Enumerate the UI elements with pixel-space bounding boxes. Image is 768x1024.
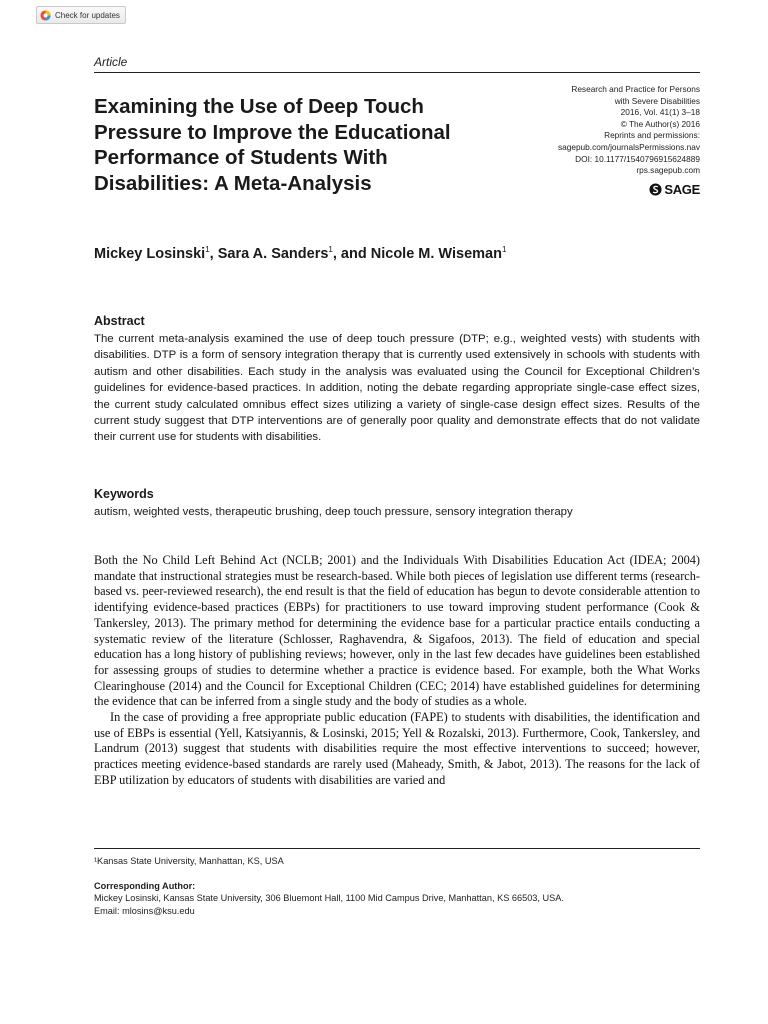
- journal-info-line: Reprints and permissions:: [604, 130, 700, 141]
- author-affiliation-mark: 1: [328, 245, 333, 254]
- body-paragraph: Both the No Child Left Behind Act (NCLB; 2001) and the Individuals With Disabilities Education Act (IDEA; 2004) mandate that instructional strategies must be research-based. While both pieces of legislation use different terms (research-based vs. peer-reviewed research), the end result is that the field of education has begun to devote considerable attention to identifying evidence-based practices (EBPs) for practitioners to use toward improving student performance (Cook & Tankersley, 2013). The primary method for determining the evidence base for a particular practice entails conducting a systematic review of the literature (Schlosser, Raghavendra, & Sigafoos, 2013). The field of education and special education has a long history of publishing reviews; however, only in the last few decades have guidelines been established for assessing groups of studies to determine whether a practice is evidence based. For example, both the What Works Clearinghouse (2014) and the Council for Exceptional Children (CEC; 2014) have established guidelines for determining the evidence that can be inferred from a single study and the body of studies as a whole.: [94, 553, 700, 709]
- journal-info-line: with Severe Disabilities: [614, 95, 700, 106]
- corresponding-author-block: [94, 880, 564, 917]
- author-separator: ,: [209, 245, 218, 262]
- sage-logo-icon: [649, 183, 662, 196]
- author-affiliation-mark: 1: [501, 245, 507, 254]
- affiliation-footnote: ¹Kansas State University, Manhattan, KS, USA: [94, 856, 284, 866]
- author-name: Nicole M. Wiseman: [370, 245, 502, 262]
- corresponding-author-email[interactable]: Email: mlosins@ksu.edu: [94, 905, 195, 916]
- corresponding-author-heading: Corresponding Author:: [94, 881, 196, 891]
- body-text: [94, 553, 700, 789]
- header-rule: [94, 72, 700, 73]
- paper-title: Examining the Use of Deep Touch Pressure to Improve the Educational Performance of Students With Disabilities: A Meta-Analysis: [94, 95, 451, 195]
- check-for-updates-label: Check for updates: [55, 10, 120, 20]
- author-list: [94, 245, 506, 262]
- footnote-rule: [94, 848, 700, 849]
- journal-info-line: Research and Practice for Persons: [571, 84, 700, 94]
- journal-info-line: DOI: 10.1177/1540796915624889: [575, 153, 700, 164]
- journal-info-line: sagepub.com/journalsPermissions.nav: [557, 141, 700, 152]
- sage-logo: [649, 182, 700, 197]
- author-name: Sara A. Sanders: [217, 245, 329, 262]
- body-paragraph: In the case of providing a free appropriate public education (FAPE) to students with disabilities, the identification and use of EBPs is essential (Yell, Katsiyannis, & Losinski, 2015; Yell & Rozalski, 2013). Furthermore, Cook, Tankersley, and Landrum (2013) suggest that students with disabilities require the most effective interventions to succeed; however, practices meeting evidence-based standards are rarely used (Maheady, Smith, & Jabot, 2013). The reasons for the lack of EBP utilization by educators of students with disabilities are varied and: [94, 710, 700, 787]
- keywords-text: autism, weighted vests, therapeutic brushing, deep touch pressure, sensory integration therapy: [94, 506, 573, 518]
- abstract-text: The current meta-analysis examined the use of deep touch pressure (DTP; e.g., weighted vests) with students with disabilities. DTP is a form of sensory integration therapy that is currently used extensively in schools with students with autism and other disabilities. Each study in the analysis was evaluated using the Council for Exceptional Children’s guidelines for evidence-based practices. In addition, noting the debate regarding appropriate single-case effect sizes, the current study calculated omnibus effect sizes utilizing a variety of single-case design effect sizes. Results of the current study suggest that DTP interventions are of generally poor quality and demonstrate effects that do not validate their current use for students with disabilities.: [94, 333, 700, 444]
- journal-info-line: 2016, Vol. 41(1) 3–18: [620, 107, 700, 118]
- article-type-label: Article: [94, 55, 128, 69]
- author-name: Mickey Losinski: [94, 245, 206, 262]
- corresponding-author-address: Mickey Losinski, Kansas State University, 306 Bluemont Hall, 1100 Mid Campus Drive, Manhattan, KS 66503, USA.: [94, 893, 564, 904]
- journal-info: [558, 84, 700, 177]
- abstract-heading: Abstract: [94, 314, 145, 328]
- journal-info-line: © The Author(s) 2016: [620, 118, 700, 129]
- crossmark-icon: [40, 10, 51, 21]
- author-separator: , and: [332, 245, 371, 262]
- keywords-heading: Keywords: [94, 487, 154, 501]
- journal-info-line: rps.sagepub.com: [636, 165, 700, 176]
- check-for-updates-button[interactable]: [36, 6, 126, 24]
- sage-logo-text: SAGE: [664, 182, 700, 197]
- author-affiliation-mark: 1: [205, 245, 210, 254]
